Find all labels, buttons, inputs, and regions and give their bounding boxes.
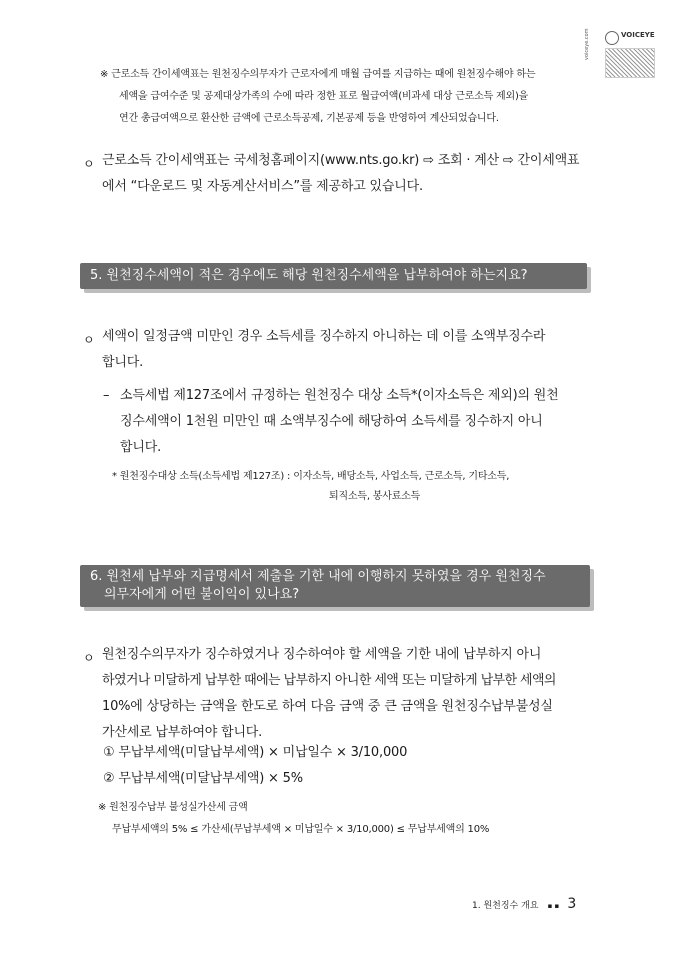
bullet: ㅇ (83, 333, 95, 347)
section-heading-6 (80, 565, 590, 607)
paragraph-2 (102, 324, 602, 376)
top-note-line: 세액을 급여수준 및 공제대상가족의 수에 따라 정한 표로 월급여액(비과세 대상 근로소득 제외)을 (119, 91, 529, 102)
penalty-note-formula: 무납부세액의 5% ≤ 가산세(무납부세액 × 미납일수 × 3/10,000) ≤ 무납부세액의 10% (112, 824, 490, 835)
paragraph-line: 합니다. (102, 355, 144, 370)
formula-item-2: ② 무납부세액(미달납부세액) × 5% (103, 771, 303, 786)
footnote-income (112, 467, 607, 507)
paragraph-line: 하였거나 미달하게 납부한 때에는 납부하지 아니한 세액 또는 미달하게 납부한 세액의 (102, 673, 556, 688)
footer-marks: ▪ ▪ (547, 902, 560, 910)
footer-chapter: 1. 원천징수 개요 (472, 901, 539, 911)
voiceye-side-text: voiceye.com (584, 28, 590, 60)
paragraph-line: 소득세법 제127조에서 규정하는 원천징수 대상 소득*(이자소득은 제외)의 원천 (120, 388, 559, 403)
penalty-note (98, 797, 603, 841)
voiceye-logo (605, 30, 655, 46)
paragraph-line: 세액이 일정금액 미만인 경우 소득세를 징수하지 아니하는 데 이를 소액부징수라 (102, 329, 546, 344)
dash-marker: – (103, 388, 110, 403)
page-footer (472, 893, 612, 912)
section-heading-text: 의무자에게 어떤 불이익이 있나요? (104, 587, 300, 602)
paragraph-line: 근로소득 간이세액표는 국세청홈페이지(www.nts.go.kr) ⇨ 조회 · 계산 ⇨ 간이세액표 (102, 153, 580, 168)
paragraph-line: 가산세로 납부하여야 합니다. (102, 725, 263, 740)
top-note (100, 64, 600, 130)
section-heading-5 (80, 263, 587, 289)
penalty-note-title: ※ 원천징수납부 불성실가산세 금액 (98, 802, 248, 813)
section-heading-text: 5. 원천징수세액이 적은 경우에도 해당 원천징수세액을 납부하여야 하는지요? (90, 268, 528, 283)
top-note-line: ※ 근로소득 간이세액표는 원천징수의무자가 근로자에게 매월 급여를 지급하는 때에 원천징수해야 하는 (100, 69, 536, 80)
paragraph-line: 10%에 상당하는 금액을 한도로 하여 다음 금액 중 큰 금액을 원천징수납부불성실 (102, 699, 553, 714)
paragraph-line: 에서 “다운로드 및 자동계산서비스”를 제공하고 있습니다. (102, 179, 423, 194)
bullet: ㅇ (83, 651, 95, 665)
bullet: ㅇ (83, 157, 95, 171)
section-heading-text: 6. 원천세 납부와 지급명세서 제출을 기한 내에 이행하지 못하였을 경우 원천징수 (90, 569, 546, 584)
formula-item-1: ① 무납부세액(미달납부세액) × 미납일수 × 3/10,000 (103, 745, 408, 760)
footnote-line: 퇴직소득, 봉사료소득 (329, 491, 421, 502)
paragraph-line: 징수세액이 1천원 미만인 때 소액부징수에 해당하여 소득세를 징수하지 아니 (120, 414, 543, 429)
voiceye-code (605, 48, 655, 78)
voiceye-icon (605, 31, 619, 45)
sub-paragraph (120, 383, 605, 461)
paragraph-line: 합니다. (120, 440, 162, 455)
top-note-line: 연간 총급여액으로 환산한 금액에 근로소득공제, 기본공제 등을 반영하여 계산되었습니다. (119, 113, 499, 124)
paragraph-3 (102, 642, 607, 746)
paragraph-1 (102, 148, 602, 200)
paragraph-line: 원천징수의무자가 징수하였거나 징수하여야 할 세액을 기한 내에 납부하지 아니 (102, 647, 542, 662)
page-number: 3 (567, 896, 577, 912)
voiceye-brand: VOICEYE (621, 31, 655, 39)
footnote-line: * 원천징수대상 소득(소득세법 제127조) : 이자소득, 배당소득, 사업소득, 근로소득, 기타소득, (112, 471, 510, 482)
